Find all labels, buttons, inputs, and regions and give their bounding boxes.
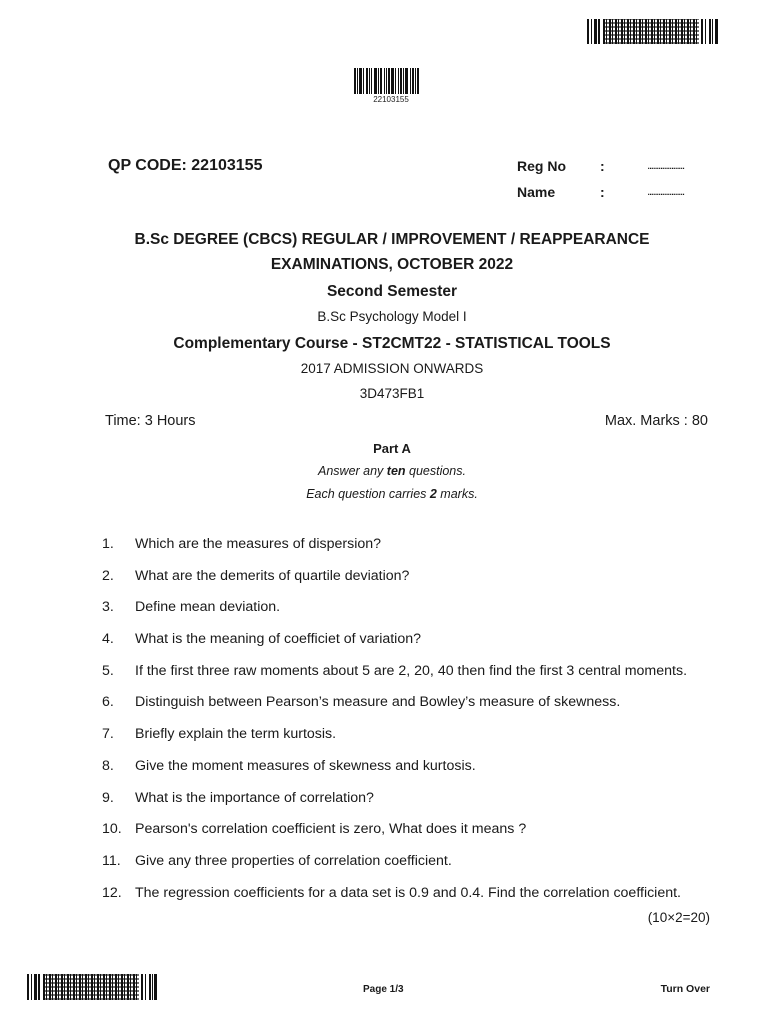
exam-title-line2: EXAMINATIONS, OCTOBER 2022	[270, 256, 514, 273]
question-number: 10.	[102, 821, 122, 838]
question-11	[102, 853, 722, 885]
top-right-barcode	[587, 19, 718, 44]
question-5	[102, 663, 722, 695]
turn-over: Turn Over	[660, 983, 710, 995]
question-number: 9.	[102, 789, 114, 806]
question-3	[102, 599, 722, 631]
question-text: If the first three raw moments about 5 are 2, 20, 40 then find the first 3 central moments.	[135, 662, 688, 679]
name-field: ....................	[647, 184, 684, 198]
question-4	[102, 631, 722, 663]
question-6	[102, 694, 722, 726]
question-9	[102, 790, 722, 822]
question-number: 2.	[102, 567, 114, 584]
qp-barcode-number: 22103155	[373, 95, 409, 104]
question-list	[102, 536, 722, 916]
name-colon: :	[600, 184, 605, 200]
question-text: Give the moment measures of skewness and kurtosis.	[135, 757, 476, 774]
question-text: What are the demerits of quartile deviation?	[135, 567, 410, 584]
qp-barcode	[354, 68, 428, 94]
question-text: What is the meaning of coefficiet of variation?	[135, 631, 422, 648]
question-number: 12.	[102, 884, 122, 901]
program: B.Sc Psychology Model I	[317, 309, 467, 324]
question-text: Give any three properties of correlation coefficient.	[135, 852, 452, 869]
part-a-title: Part A	[373, 441, 411, 456]
question-2	[102, 568, 722, 600]
semester: Second Semester	[326, 283, 458, 300]
question-12	[102, 885, 722, 917]
question-text: Briefly explain the term kurtosis.	[135, 726, 337, 743]
question-number: 7.	[102, 726, 114, 743]
question-text: Define mean deviation.	[135, 599, 281, 616]
question-8	[102, 758, 722, 790]
question-10	[102, 821, 722, 853]
course-title: Complementary Course - ST2CMT22 - STATISTICAL TOOLS	[173, 335, 611, 352]
question-1	[102, 536, 722, 568]
reg-no-colon: :	[600, 158, 605, 174]
page-number: Page 1/3	[363, 984, 404, 995]
question-number: 4.	[102, 631, 114, 648]
part-a-instruction-1: Answer any ten questions.	[318, 464, 466, 478]
question-7	[102, 726, 722, 758]
question-text: The regression coefficients for a data set is 0.9 and 0.4. Find the correlation coefficient.	[135, 884, 682, 901]
question-number: 1.	[102, 536, 114, 552]
paper-code: 3D473FB1	[359, 386, 425, 401]
question-text: What is the importance of correlation?	[135, 789, 374, 806]
question-text: Distinguish between Pearson’s measure and Bowley’s measure of skewness.	[135, 694, 621, 711]
question-number: 5.	[102, 662, 114, 679]
marks-summary: (10×2=20)	[647, 910, 710, 925]
question-number: 6.	[102, 694, 114, 711]
exam-title-line1: B.Sc DEGREE (CBCS) REGULAR / IMPROVEMENT / REAPPEARANCE	[134, 231, 650, 248]
reg-no-label: Reg No	[517, 158, 566, 174]
question-number: 3.	[102, 599, 114, 616]
question-text: Pearson's correlation coefficient is zero, What does it means ?	[135, 821, 527, 838]
part-a-instruction-2: Each question carries 2 marks.	[306, 487, 478, 501]
name-label: Name	[517, 184, 556, 200]
qp-code: QP CODE: 22103155	[108, 157, 263, 174]
max-marks: Max. Marks : 80	[604, 413, 708, 429]
question-number: 11.	[102, 852, 121, 869]
question-text: Which are the measures of dispersion?	[135, 536, 382, 552]
reg-no-field: ....................	[647, 158, 684, 172]
exam-time: Time: 3 Hours	[105, 413, 196, 429]
admission: 2017 ADMISSION ONWARDS	[300, 361, 484, 376]
bottom-left-barcode	[27, 974, 157, 1000]
question-number: 8.	[102, 757, 114, 774]
